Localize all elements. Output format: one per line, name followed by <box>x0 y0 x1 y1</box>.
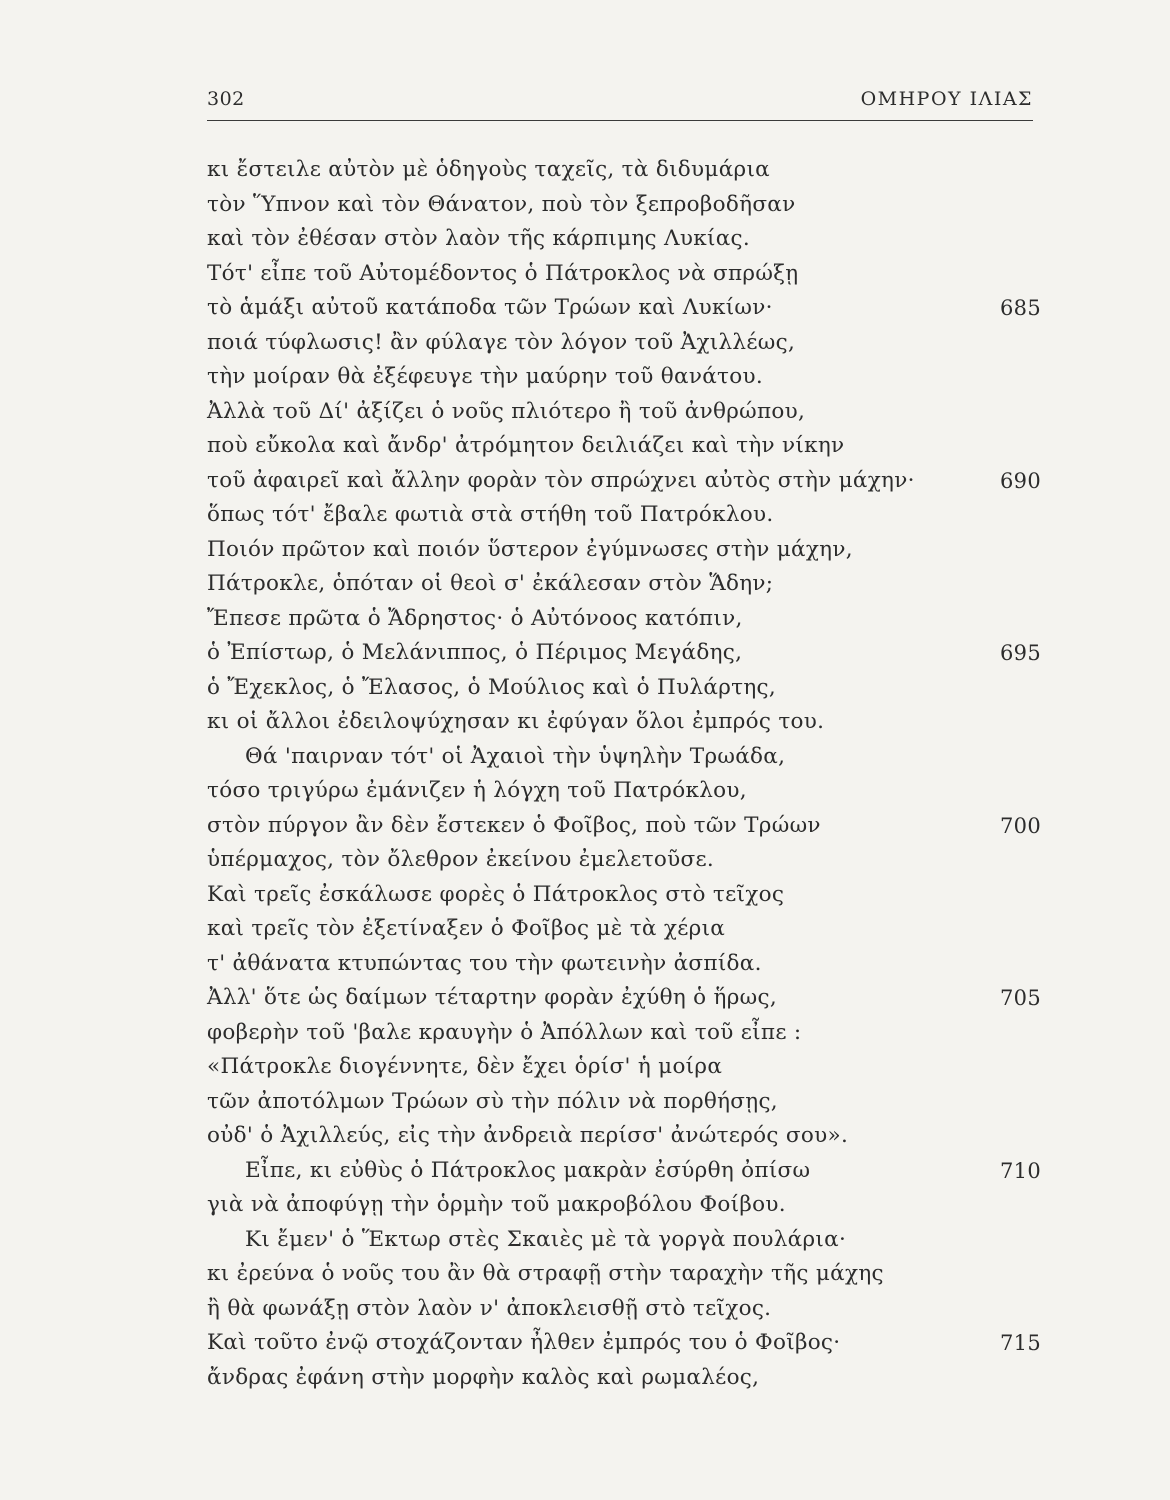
verse-text: τὸ ἁμάξι αὐτοῦ κατάποδα τῶν Τρώων καὶ Λυκίων· <box>207 295 773 320</box>
verse-text: καὶ τὸν ἐθέσαν στὸν λαὸν τῆς κάρπιμης Λυκίας. <box>207 226 750 251</box>
verse-line <box>207 291 1041 326</box>
verse-line <box>207 1361 1037 1396</box>
running-title: ΟΜΗΡΟΥ ΙΛΙΑΣ <box>860 88 1033 110</box>
verse-line <box>207 636 1041 671</box>
verse-text: ποὺ εὔκολα καὶ ἄνδρ' ἀτρόμητον δειλιάζει καὶ τὴν νίκην <box>207 433 845 458</box>
line-number: 690 <box>1000 468 1041 493</box>
verse-line <box>207 1188 1037 1223</box>
verse-text: ὑπέρμαχος, τὸν ὄλεθρον ἐκείνου ἐμελετοῦσε. <box>207 847 715 872</box>
line-number: 685 <box>1000 296 1041 320</box>
verse-text: Ἀλλ' ὅτε ὡς δαίμων τέταρτην φορὰν ἐχύθη ὁ ἥρως, <box>207 985 777 1010</box>
verse-line <box>207 464 1041 499</box>
verse-line <box>207 326 1037 361</box>
verse-line <box>207 774 1037 809</box>
verse-text: καὶ τρεῖς τὸν ἐξετίναξεν ὁ Φοῖβος μὲ τὰ χέρια <box>207 916 726 941</box>
verse-line <box>207 878 1037 913</box>
verse-text: κι οἱ ἄλλοι ἐδειλοψύχησαν κι ἐφύγαν ὅλοι ἐμπρός του. <box>207 709 825 734</box>
verse-text: Ἔπεσε πρῶτα ὁ Ἄδρηστος· ὁ Αὐτόνοος κατόπιν, <box>207 605 743 631</box>
verse-line <box>207 360 1037 395</box>
verse-line <box>207 1085 1037 1120</box>
verse-line <box>207 498 1037 533</box>
verse-line <box>207 981 1041 1016</box>
verse-text: ἄνδρας ἐφάνη στὴν μορφὴν καλὸς καὶ ρωμαλέος, <box>207 1364 760 1390</box>
verse-text: Ποιόν πρῶτον καὶ ποιόν ὕστερον ἐγύμνωσες στὴν μάχην, <box>207 536 853 562</box>
verse-text: κι ἔστειλε αὐτὸν μὲ ὁδηγοὺς ταχεῖς, τὰ διδυμάρια <box>207 157 770 182</box>
verse-text: τόσο τριγύρω ἐμάνιζεν ἡ λόγχη τοῦ Πατρόκλου, <box>207 778 747 803</box>
verse-text: Ἀλλὰ τοῦ Δί' ἀξίζει ὁ νοῦς πλιότερο ἢ τοῦ ἀνθρώπου, <box>207 398 806 424</box>
verse-line <box>207 912 1037 947</box>
verse-text: φοβερὴν τοῦ 'βαλε κραυγὴν ὁ Ἀπόλλων καὶ τοῦ εἶπε : <box>207 1019 802 1045</box>
line-number: 710 <box>1000 1158 1041 1183</box>
verse-text: ὅπως τότ' ἔβαλε φωτιὰ στὰ στήθη τοῦ Πατρόκλου. <box>207 502 774 527</box>
verse-text: Θά 'παιρναν τότ' οἱ Ἀχαιοὶ τὴν ὑψηλὴν Τρωάδα, <box>245 743 786 769</box>
verse-text: Καὶ τοῦτο ἐνῷ στοχάζονταν ἦλθεν ἐμπρός του ὁ Φοῖβος· <box>207 1330 841 1355</box>
verse-line <box>207 947 1037 982</box>
verse-text: ποιά τύφλωσις! ἂν φύλαγε τὸν λόγον τοῦ Ἀχιλλέως, <box>207 329 796 355</box>
verse-line <box>207 1154 1041 1189</box>
verse-line <box>207 153 1037 188</box>
verse-line <box>207 429 1037 464</box>
verse-line <box>207 188 1037 223</box>
verse-text: ὁ Ἐπίστωρ, ὁ Μελάνιππος, ὁ Πέριμος Μεγάδης, <box>207 640 743 665</box>
line-number: 700 <box>1000 813 1041 838</box>
line-number: 715 <box>1000 1331 1041 1355</box>
verse-line <box>207 1292 1037 1327</box>
verse-block <box>207 153 1041 1395</box>
verse-line <box>207 1326 1041 1361</box>
verse-text: τὴν μοίραν θὰ ἐξέφευγε τὴν μαύρην τοῦ θανάτου. <box>207 364 763 389</box>
verse-text: τ' ἀθάνατα κτυπώντας του τὴν φωτεινὴν ἀσπίδα. <box>207 950 762 976</box>
line-number: 705 <box>1000 986 1041 1010</box>
verse-line <box>207 740 1037 775</box>
page-header <box>207 80 1033 121</box>
verse-text: τοῦ ἀφαιρεῖ καὶ ἄλλην φορὰν τὸν σπρώχνει αὐτὸς στὴν μάχην· <box>207 467 915 493</box>
verse-text: στὸν πύργον ἂν δὲν ἔστεκεν ὁ Φοῖβος, ποὺ τῶν Τρώων <box>207 812 821 838</box>
verse-text: τῶν ἀποτόλμων Τρώων σὺ τὴν πόλιν νὰ πορθήσῃς, <box>207 1088 778 1114</box>
verse-text: ὁ Ἔχεκλος, ὁ Ἔλασος, ὁ Μούλιος καὶ ὁ Πυλάρτης, <box>207 674 777 700</box>
verse-line <box>207 1257 1037 1292</box>
verse-text: Καὶ τρεῖς ἐσκάλωσε φορὲς ὁ Πάτροκλος στὸ τεῖχος <box>207 881 785 907</box>
verse-line <box>207 809 1041 844</box>
verse-line <box>207 1016 1037 1051</box>
verse-line <box>207 567 1037 602</box>
page-number: 302 <box>207 88 245 110</box>
verse-text: Τότ' εἶπε τοῦ Αὐτομέδοντος ὁ Πάτροκλος νὰ σπρώξῃ <box>207 260 799 286</box>
verse-line <box>207 705 1037 740</box>
verse-text: τὸν Ὕπνον καὶ τὸν Θάνατον, ποὺ τὸν ξεπροβοδῆσαν <box>207 191 796 217</box>
verse-line <box>207 843 1037 878</box>
verse-text: γιὰ νὰ ἀποφύγῃ τὴν ὁρμὴν τοῦ μακροβόλου Φοίβου. <box>207 1192 786 1217</box>
line-number: 695 <box>1000 641 1041 665</box>
verse-line <box>207 257 1037 292</box>
verse-text: Πάτροκλε, ὁπόταν οἱ θεοὶ σ' ἐκάλεσαν στὸν Ἅδην; <box>207 571 774 596</box>
verse-line <box>207 222 1037 257</box>
verse-text: Εἶπε, κι εὐθὺς ὁ Πάτροκλος μακρὰν ἐσύρθη ὀπίσω <box>245 1157 811 1183</box>
verse-line <box>207 1119 1037 1154</box>
verse-text: «Πάτροκλε διογέννητε, δὲν ἔχει ὁρίσ' ἡ μοίρα <box>207 1054 723 1079</box>
verse-line <box>207 602 1037 637</box>
verse-line <box>207 533 1037 568</box>
verse-line <box>207 1223 1037 1258</box>
verse-text: οὐδ' ὁ Ἀχιλλεύς, εἰς τὴν ἀνδρειὰ περίσσ' ἀνώτερός σου». <box>207 1123 849 1148</box>
verse-text: κι ἐρεύνα ὁ νοῦς του ἂν θὰ στραφῇ στὴν ταραχὴν τῆς μάχης <box>207 1261 884 1286</box>
verse-line <box>207 1050 1037 1085</box>
verse-line <box>207 671 1037 706</box>
verse-line <box>207 395 1037 430</box>
verse-text: ἢ θὰ φωνάξῃ στὸν λαὸν ν' ἀποκλεισθῇ στὸ τεῖχος. <box>207 1295 772 1321</box>
verse-text: Κι ἔμεν' ὁ Ἕκτωρ στὲς Σκαιὲς μὲ τὰ γοργὰ πουλάρια· <box>245 1226 847 1252</box>
